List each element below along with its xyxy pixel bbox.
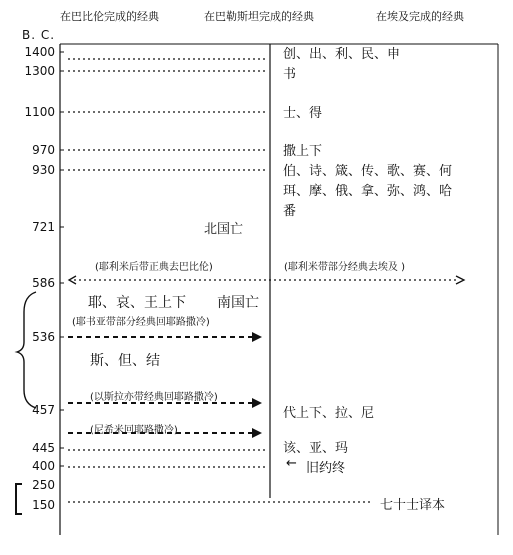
note-jeremiah-babylon: (耶利米后带正典去巴比伦) (95, 262, 213, 273)
books-586: 耶、哀、王上下 (88, 295, 186, 311)
books-930-line3: 番 (283, 204, 297, 219)
header-babylon: 在巴比伦完成的经典 (60, 10, 159, 23)
ot-end-label: 旧约终 (306, 461, 346, 476)
books-536-babylon: 斯、但、结 (90, 353, 160, 369)
year-400: 400 (32, 459, 55, 473)
header-egypt: 在埃及完成的经典 (376, 10, 464, 23)
note-nehemiah-return: (尼希米回耶路撒冷) (90, 425, 178, 436)
exile-period-brace (17, 292, 36, 408)
septuagint-label: 七十士译本 (380, 498, 446, 513)
year-1300: 1300 (24, 64, 55, 78)
south-kingdom-fall: 南国亡 (217, 295, 259, 311)
year-970: 970 (32, 143, 55, 157)
exile-arrow-586 (69, 276, 464, 284)
return-arrow-536 (68, 332, 262, 342)
books-930-line2: 珥、摩、俄、拿、弥、鸿、哈 (283, 184, 453, 199)
books-457: 代上下、拉、尼 (283, 406, 375, 421)
axis-label: B. C. (22, 28, 56, 42)
books-970: 撒上下 (283, 144, 323, 159)
year-457: 457 (32, 403, 55, 417)
books-1400: 创、出、利、民、申 (283, 47, 401, 62)
year-250: 250 (32, 478, 55, 492)
year-721: 721 (32, 220, 55, 234)
year-1400: 1400 (24, 45, 55, 59)
books-1300: 书 (283, 67, 297, 82)
note-joshua-return: (耶书亚带部分经典回耶路撒冷) (72, 317, 210, 328)
year-1100: 1100 (24, 105, 55, 119)
note-jeremiah-egypt: (耶利米带部分经典去埃及 ) (284, 262, 405, 273)
year-586: 586 (32, 276, 55, 290)
year-536: 536 (32, 330, 55, 344)
books-930-line1: 伯、诗、箴、传、歌、赛、何 (283, 164, 453, 179)
north-kingdom-fall: 北国亡 (204, 222, 244, 237)
note-ezra-return: (以斯拉亦带经典回耶路撒冷) (90, 392, 218, 403)
books-445: 该、亚、玛 (283, 441, 349, 456)
header-palestine: 在巴勒斯坦完成的经典 (204, 10, 314, 23)
year-445: 445 (32, 441, 55, 455)
ot-end-arrow-icon: ← (286, 456, 297, 471)
books-1100: 士、得 (283, 106, 323, 121)
year-150: 150 (32, 498, 55, 512)
year-930: 930 (32, 163, 55, 177)
